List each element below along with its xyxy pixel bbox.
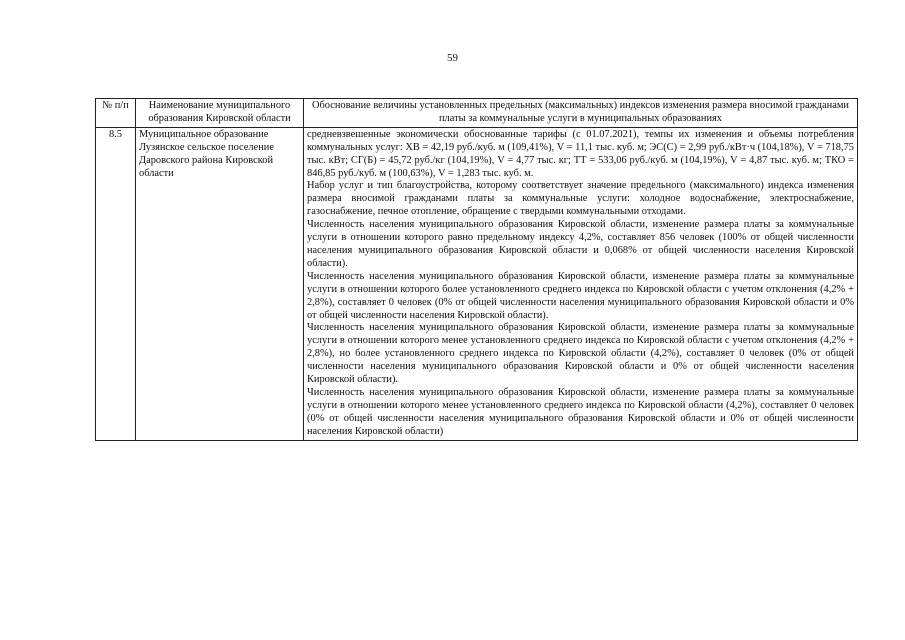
paragraph-service-set: Набор услуг и тип благоустройства, которому соответствует значение предельного (максимального) индекса изменения размера вносимой гражданами платы за коммунальные услуги: холодное водоснабжение, электроснабжение, газоснабжение, печное отопление, обращение с твердыми коммунальными отходами.: [307, 180, 854, 218]
paragraph-population-above: Численность населения муниципального образования Кировской области, изменение размера платы за коммунальные услуги в отношении которого более установленного среднего индекса по Кировской области с учетом отклонения (4,2% + 2,8%), составляет 0 человек (0% от общей численности населения муниципального образования Кировской области и 0% от общей численности населения Кировской области).: [307, 270, 854, 321]
paragraph-population-between: Численность населения муниципального образования Кировской области, изменение размера платы за коммунальные услуги в отношении которого менее установленного среднего индекса по Кировской области с учетом отклонения (4,2% + 2,8%), но более установленного среднего индекса по Кировской области (4,2%), составляет 0 человек (0% от общей численности населения муниципального образования Кировской области и 0% от общей численности населения Кировской области).: [307, 322, 854, 386]
justification-cell: [304, 127, 858, 440]
paragraph-population-below: Численность населения муниципального образования Кировской области, изменение размера платы за коммунальные услуги в отношении которого менее установленного среднего индекса по Кировской области (4,2%), составляет 0 человек (0% от общей численности населения муниципального образования Кировской области и 0% от общей численности населения Кировской области): [307, 386, 854, 437]
row-number: 8.5: [96, 127, 136, 440]
table-header-row: [96, 99, 858, 128]
municipality-name: Муниципальное образование Лузянское сельское поселение Даровского района Кировской области: [136, 127, 304, 440]
paragraph-tariffs: средневзвешенные экономически обоснованные тарифы (с 01.07.2021), темпы их изменения и объемы потребления коммунальных услуг: ХВ = 42,19 руб./куб. м (109,41%), V = 11,1 тыс. куб. м; ЭС(С) = 2,99 руб./кВт·ч (104,18%), V = 718,75 тыс. кВт; СГ(Б) = 45,72 руб./кг (104,19%), V = 4,77 тыс. кг; ТТ = 533,06 руб./куб. м (104,19%), V = 4,87 тыс. куб. м; ТКО = 846,85 руб./куб. м (100,63%), V = 1,283 тыс. куб. м.: [307, 128, 854, 179]
header-justification: Обоснование величины установленных предельных (максимальных) индексов изменения размера вносимой гражданами платы за коммунальные услуги в муниципальных образованиях: [304, 99, 858, 128]
table-row: [96, 127, 858, 440]
header-number: № п/п: [96, 99, 136, 128]
paragraph-population-equal: Численность населения муниципального образования Кировской области, изменение размера платы за коммунальные услуги в отношении которого равно предельному индексу 4,2%, составляет 856 человек (100% от общей численности населения муниципального образования Кировской области и 0,068% от общей численности населения Кировской области).: [307, 219, 854, 269]
header-municipality-name: Наименование муниципального образования Кировской области: [136, 99, 304, 128]
page-number: 59: [447, 52, 458, 64]
tariff-table: [95, 98, 858, 441]
